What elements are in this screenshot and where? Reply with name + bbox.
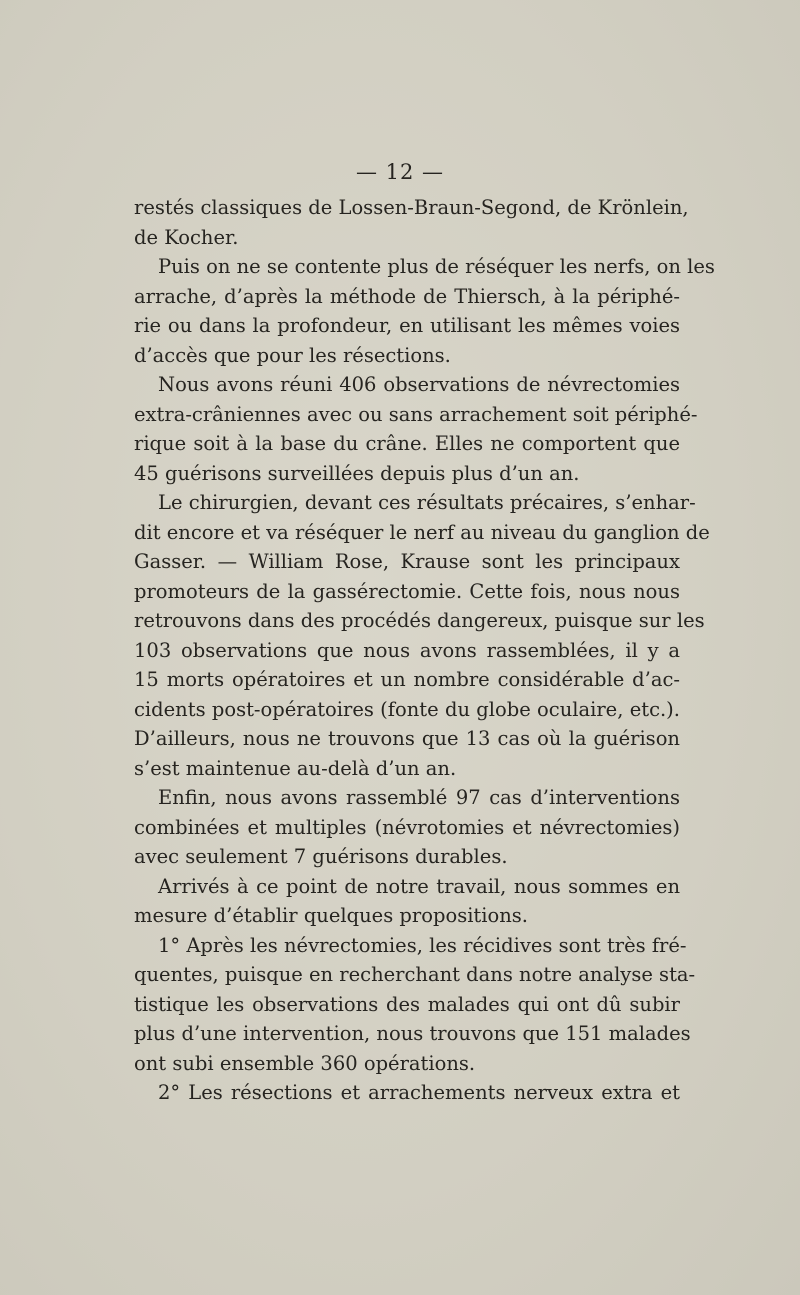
text-line: Nous avons réuni 406 observations de névrectomies <box>158 373 680 396</box>
page-number: — 12 — <box>355 160 445 184</box>
text-line: 15 morts opératoires et un nombre considérable d’ac- <box>134 668 680 691</box>
text-line: mesure d’établir quelques propositions. <box>134 904 529 927</box>
text-line: Puis on ne se contente plus de réséquer les nerfs, on les <box>158 255 715 278</box>
text-line: extra-crâniennes avec ou sans arrachement soit périphé- <box>134 402 698 426</box>
text-line: rique soit à la base du crâne. Elles ne comportent que <box>134 432 680 455</box>
body-text <box>134 193 715 1108</box>
text-line: arrache, d’après la méthode de Thiersch, à la périphé- <box>134 284 680 308</box>
text-line: de Kocher. <box>134 225 239 249</box>
text-line: 2° Les résections et arrachements nerveux extra et <box>158 1081 680 1104</box>
text-line: 45 guérisons surveillées depuis plus d’un an. <box>134 461 580 485</box>
text-line: restés classiques de Lossen-Braun-Segond, de Krönlein, <box>134 196 689 219</box>
text-line: Le chirurgien, devant ces résultats précaires, s’enhar- <box>158 491 696 514</box>
text-line: d’accès que pour les résections. <box>134 343 451 367</box>
text-line: promoteurs de la gassérectomie. Cette fois, nous nous <box>134 579 680 603</box>
text-line: Gasser. — William Rose, Krause sont les principaux <box>134 550 680 573</box>
text-line: D’ailleurs, nous ne trouvons que 13 cas où la guérison <box>134 727 680 750</box>
text-line: Enfin, nous avons rassemblé 97 cas d’interventions <box>158 786 680 809</box>
text-line: tistique les observations des malades qui ont dû subir <box>134 992 680 1016</box>
text-line: Arrivés à ce point de notre travail, nous sommes en <box>158 874 680 898</box>
text-line: dit encore et va réséquer le nerf au niveau du ganglion de <box>134 520 710 544</box>
text-line: avec seulement 7 guérisons durables. <box>134 845 508 868</box>
text-line: plus d’une intervention, nous trouvons que 151 malades <box>134 1022 691 1045</box>
text-line: rie ou dans la profondeur, en utilisant les mêmes voies <box>134 314 680 337</box>
text-line: cidents post-opératoires (fonte du globe oculaire, etc.). <box>134 697 680 721</box>
text-line: s’est maintenue au-delà d’un an. <box>134 756 457 780</box>
text-line: 103 observations que nous avons rassemblées, il y a <box>134 638 680 662</box>
text-line: combinées et multiples (névrotomies et névrectomies) <box>134 815 680 839</box>
text-line: ont subi ensemble 360 opérations. <box>134 1051 476 1075</box>
text-line: quentes, puisque en recherchant dans notre analyse sta- <box>134 963 696 986</box>
text-line: 1° Après les névrectomies, les récidives sont très fré- <box>158 933 687 957</box>
text-line: retrouvons dans des procédés dangereux, puisque sur les <box>134 609 705 632</box>
